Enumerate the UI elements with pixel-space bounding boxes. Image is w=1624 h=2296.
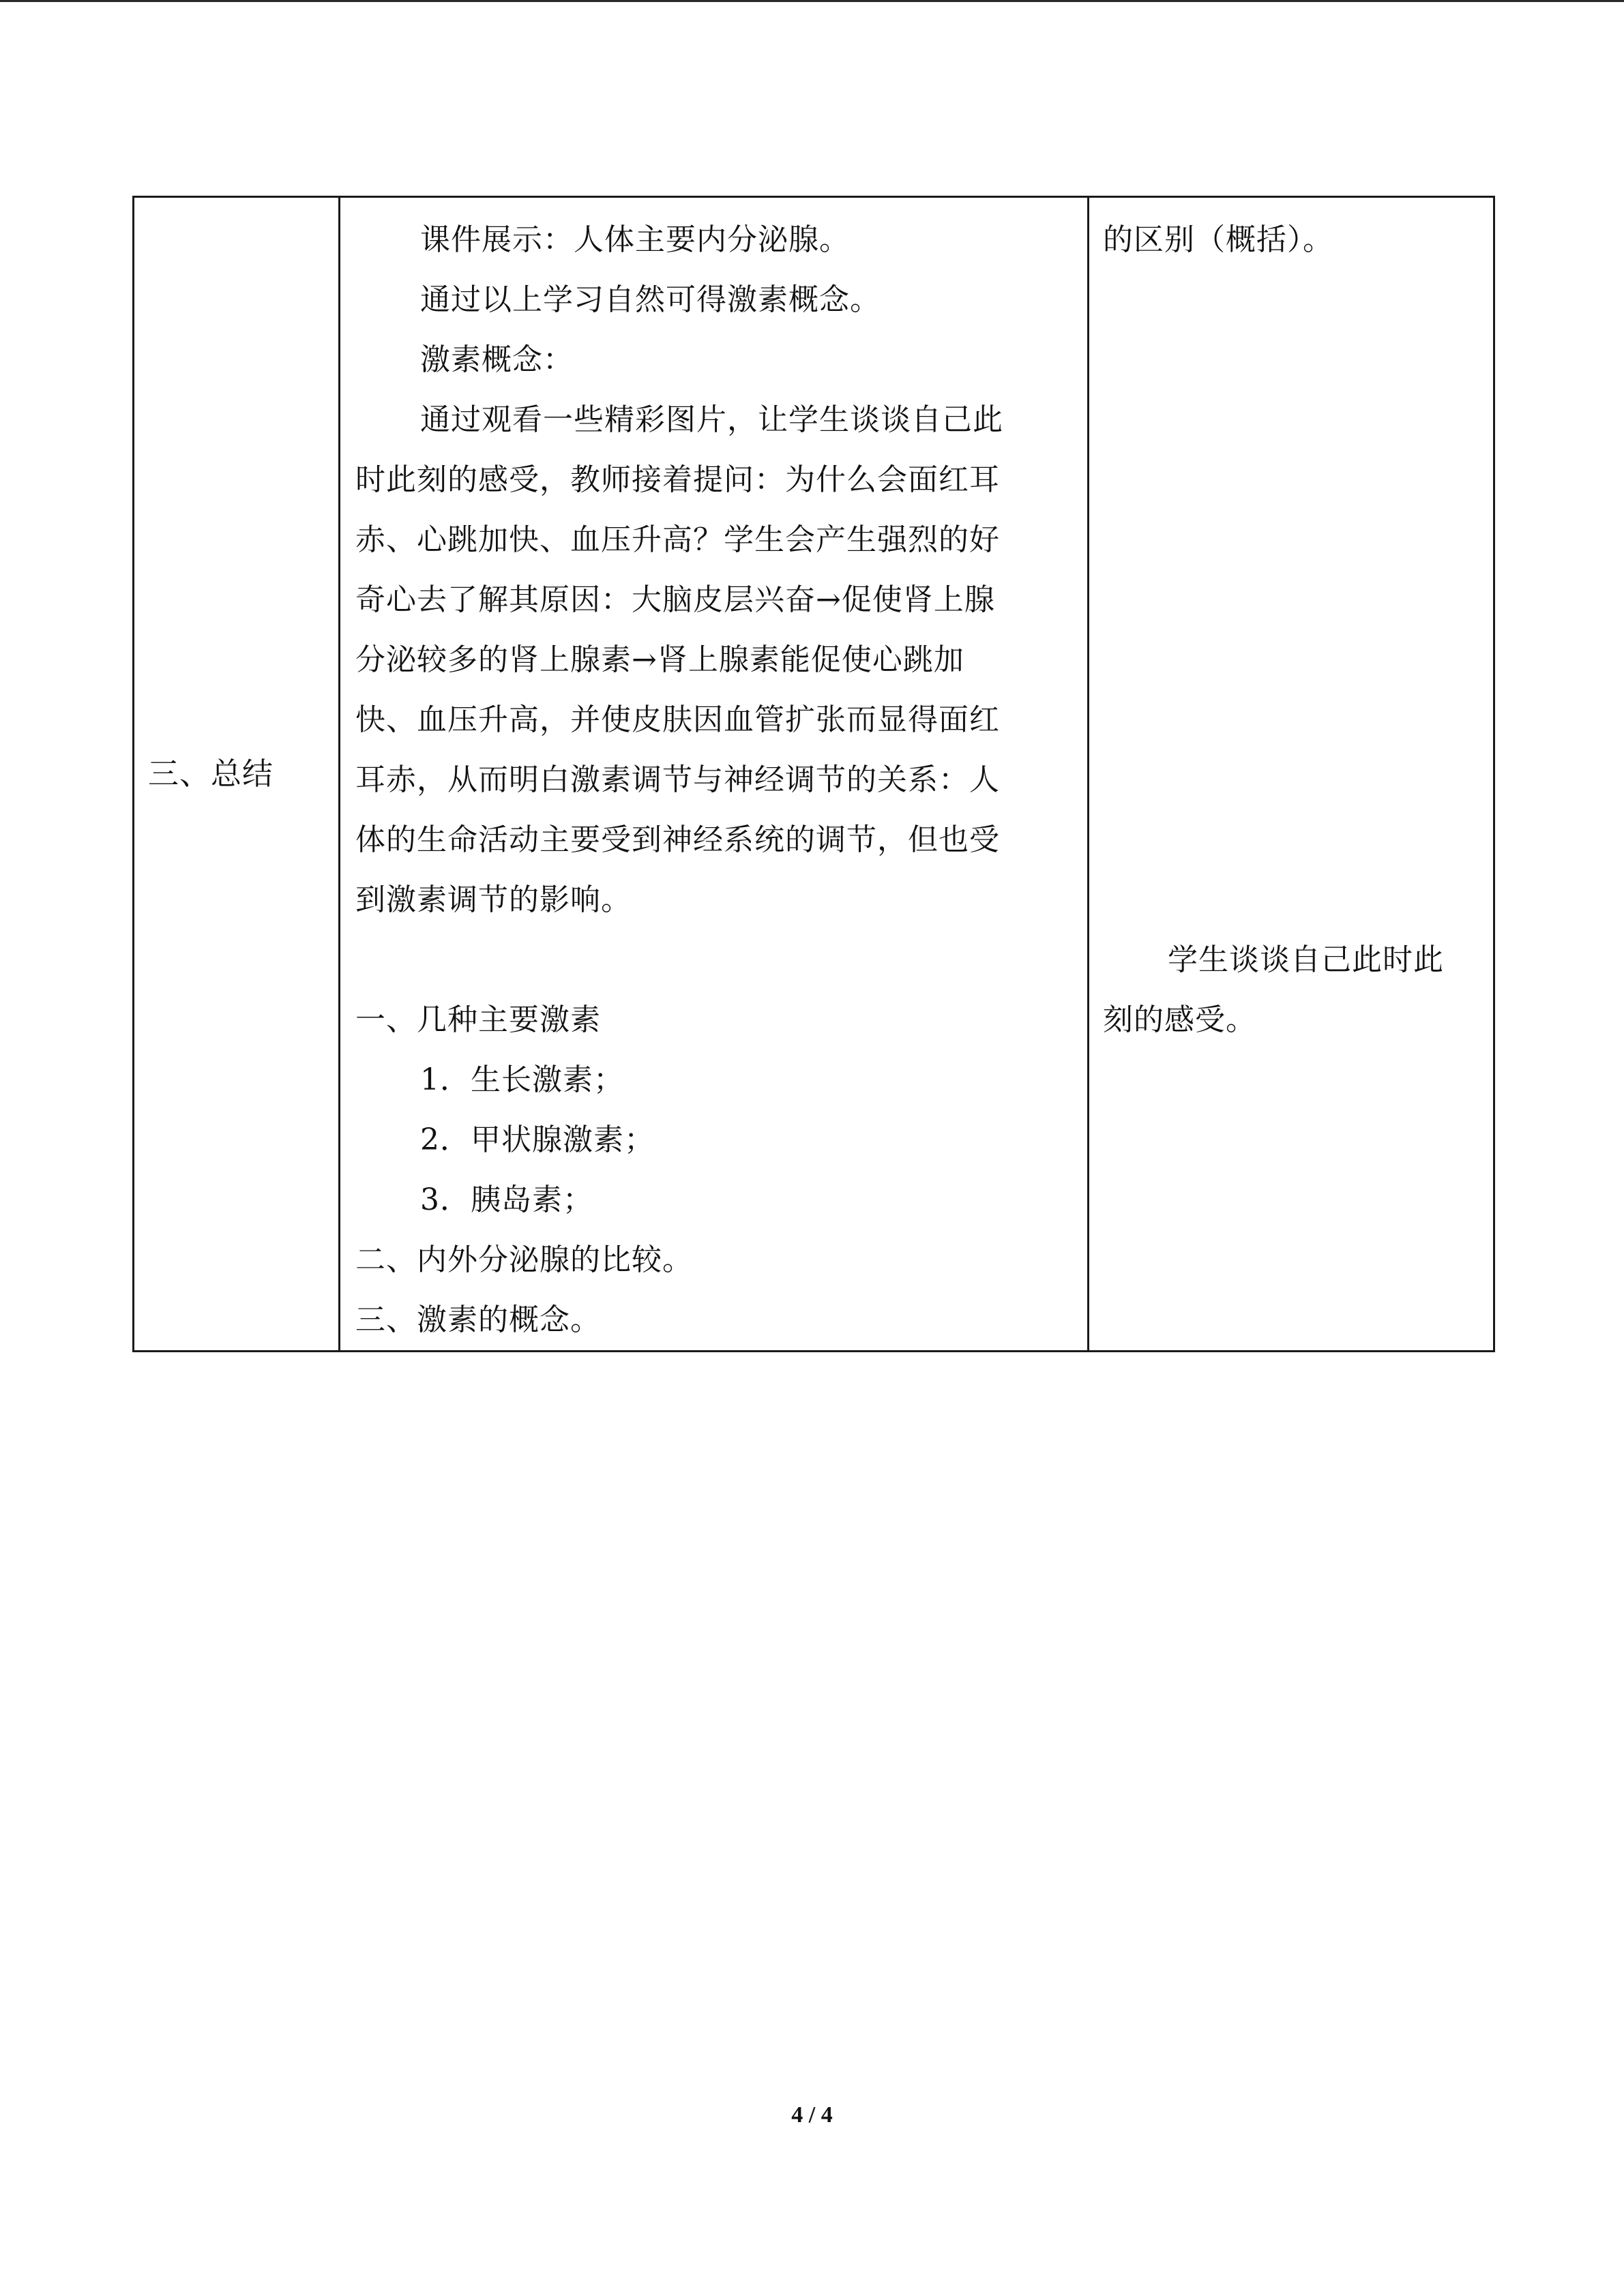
content-line: 快、血压升高，并使皮肤因血管扩张而显得面红 [355, 702, 1000, 737]
content-line: 时此刻的感受，教师接着提问：为什么会面红耳 [355, 462, 1000, 497]
note-line: 刻的感受。 [1103, 1002, 1256, 1037]
lesson-plan-table [132, 196, 1495, 1352]
summary-heading: 二、内外分泌腺的比较。 [355, 1242, 693, 1277]
content-line: 激素概念： [420, 342, 574, 377]
summary-list-item: 3．胰岛素； [420, 1182, 593, 1217]
summary-heading: 一、几种主要激素 [355, 1002, 601, 1037]
content-line: 课件展示：人体主要内分泌腺。 [420, 222, 850, 257]
summary-list-item: 1．生长激素； [420, 1062, 624, 1097]
content-line: 赤、心跳加快、血压升高？学生会产生强烈的好 [355, 522, 1000, 557]
content-line: 通过以上学习自然可得激素概念。 [420, 282, 881, 317]
content-line: 分泌较多的肾上腺素→肾上腺素能促使心跳加 [355, 642, 964, 677]
summary-heading: 三、激素的概念。 [355, 1302, 601, 1337]
stage-cell [134, 197, 340, 1352]
teaching-content-cell [340, 197, 1089, 1352]
summary-list-item: 2．甲状腺激素； [420, 1122, 655, 1157]
content-line: 通过观看一些精彩图片，让学生谈谈自己此 [420, 402, 1003, 437]
table-row [134, 197, 1494, 1352]
student-activity-cell [1089, 197, 1494, 1352]
content-line: 耳赤，从而明白激素调节与神经调节的关系：人 [355, 762, 1000, 797]
page-number: 4 / 4 [791, 2102, 833, 2128]
blank-line [355, 930, 1075, 990]
stage-label: 三、总结 [148, 756, 274, 792]
content-line: 奇心去了解其原因：大脑皮层兴奋→促使肾上腺 [355, 582, 995, 617]
top-border-rule [0, 0, 1624, 2]
content-line: 体的生命活动主要受到神经系统的调节，但也受 [355, 822, 1000, 857]
note-line: 的区别（概括）。 [1103, 222, 1333, 257]
note-line: 学生谈谈自己此时此 [1168, 942, 1444, 977]
content-line: 到激素调节的影响。 [355, 882, 632, 917]
